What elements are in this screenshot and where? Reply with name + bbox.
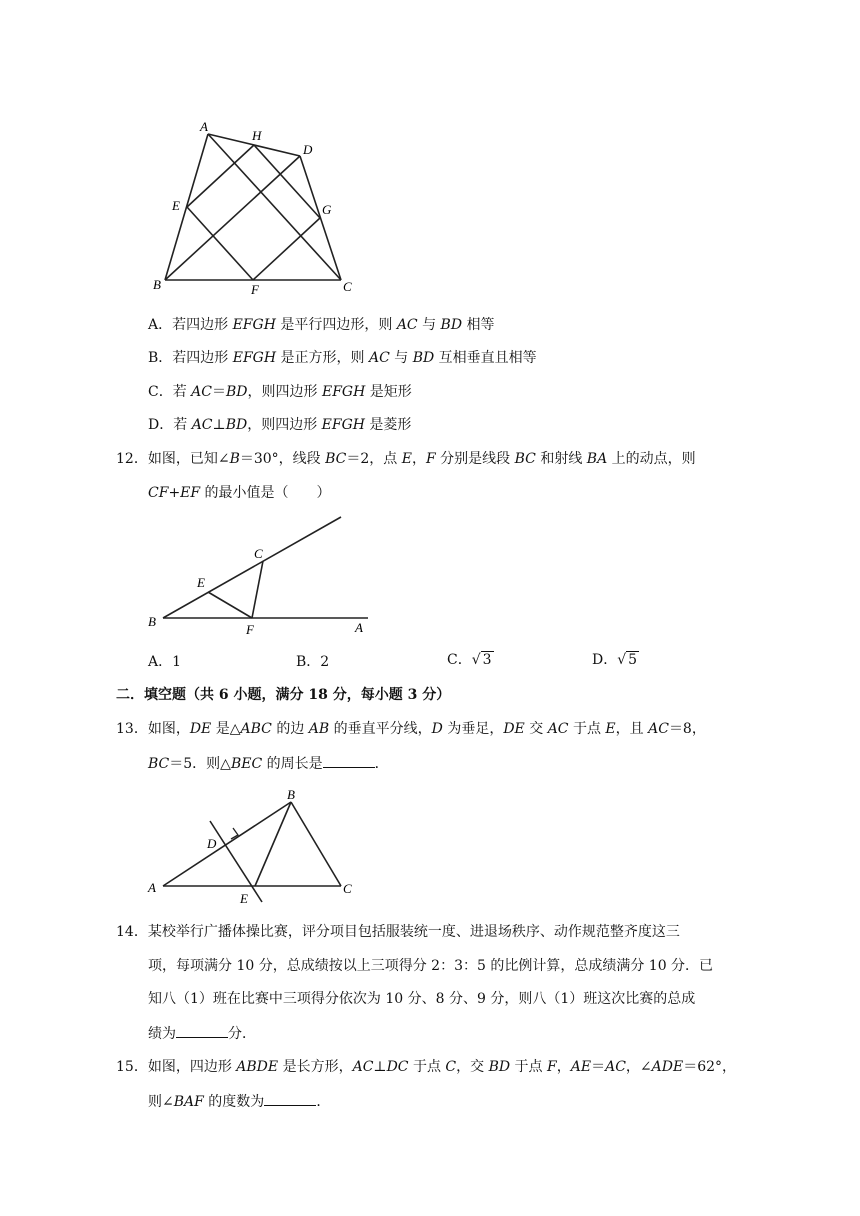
q11-option-c: C．若 AC＝BD，则四边形 EFGH 是矩形 — [148, 384, 412, 400]
q11-option-d: D．若 AC⊥BD，则四边形 EFGH 是菱形 — [148, 417, 412, 433]
q14-line-2: 项，每项满分 10 分，总成绩按以上三项得分 2：3：5 的比例计算，总成绩满分 10 分．已 — [148, 958, 714, 974]
segment-CF — [252, 561, 263, 618]
label-C: C — [254, 546, 263, 561]
label-F: F — [246, 622, 254, 637]
segment-GF — [253, 218, 320, 280]
answer-blank[interactable] — [176, 1023, 228, 1038]
segment-EH — [187, 145, 254, 207]
label-B: B — [148, 614, 156, 629]
segment-EF — [208, 592, 252, 618]
section-heading: 二．填空题（共 6 小题，满分 18 分，每小题 3 分） — [116, 687, 451, 703]
q14-line-1: 14．某校举行广播体操比赛，评分项目包括服装统一度、进退场秩序、动作规范整齐度这三 — [116, 924, 680, 940]
sqrt-icon: √ — [617, 652, 627, 668]
label-E: E — [172, 198, 180, 213]
label-H: H — [252, 128, 262, 143]
q12-line-2: CF+EF 的最小值是（ ） — [148, 485, 331, 501]
q12-option-d: D．√ 5 — [592, 652, 638, 668]
ray-BC — [163, 517, 341, 618]
q12-option-c: C．√ 3 — [447, 652, 492, 668]
q14-line-4: 绩为 分． — [148, 1023, 256, 1044]
q13-line-1: 13．如图，DE 是△ABC 的边 AB 的垂直平分线，D 为垂足，DE 交 AC 于点 E，且 AC＝8， — [116, 721, 706, 737]
label-C: C — [343, 881, 352, 896]
figure-quadrilateral — [140, 112, 370, 302]
q15-line-2: 则∠BAF 的度数为 ． — [148, 1091, 330, 1112]
q13-line-2: BC＝5．则△BEC 的周长是 ． — [148, 753, 389, 774]
answer-blank[interactable] — [264, 1091, 316, 1106]
label-F: F — [251, 282, 259, 297]
figure-angle — [140, 510, 380, 640]
q12-option-b: B．2 — [296, 654, 330, 670]
segment-DC — [300, 156, 341, 280]
segment-FE — [187, 207, 253, 280]
label-B: B — [153, 277, 161, 292]
label-G: G — [322, 202, 332, 217]
label-A: A — [355, 620, 363, 635]
segment-BC — [291, 802, 341, 886]
label-B: B — [287, 787, 295, 802]
label-C: C — [343, 279, 352, 294]
segment-AB — [163, 802, 291, 886]
label-A: A — [200, 119, 208, 134]
label-D: D — [207, 836, 217, 851]
q14-line-3: 知八（1）班在比赛中三项得分依次为 10 分、8 分、9 分，则八（1）班这次比赛的总成 — [148, 991, 696, 1007]
q12-option-a: A．1 — [148, 654, 182, 670]
sqrt-icon: √ — [471, 652, 481, 668]
q15-line-1: 15．如图，四边形 ABDE 是长方形，AC⊥DC 于点 C，交 BD 于点 F，AE＝AC，∠ADE＝62°， — [116, 1059, 737, 1075]
label-E: E — [197, 575, 205, 590]
q11-option-a: A．若四边形 EFGH 是平行四边形，则 AC 与 BD 相等 — [148, 317, 495, 333]
label-D: D — [303, 142, 313, 157]
label-A: A — [148, 880, 156, 895]
q12-line-1: 12．如图，已知∠B＝30°，线段 BC＝2，点 E，F 分别是线段 BC 和射线 BA 上的动点，则 — [116, 451, 696, 467]
answer-blank[interactable] — [323, 753, 375, 768]
q11-option-b: B．若四边形 EFGH 是正方形，则 AC 与 BD 互相垂直且相等 — [148, 350, 537, 366]
figure-triangle — [140, 782, 370, 908]
label-E: E — [240, 891, 248, 906]
